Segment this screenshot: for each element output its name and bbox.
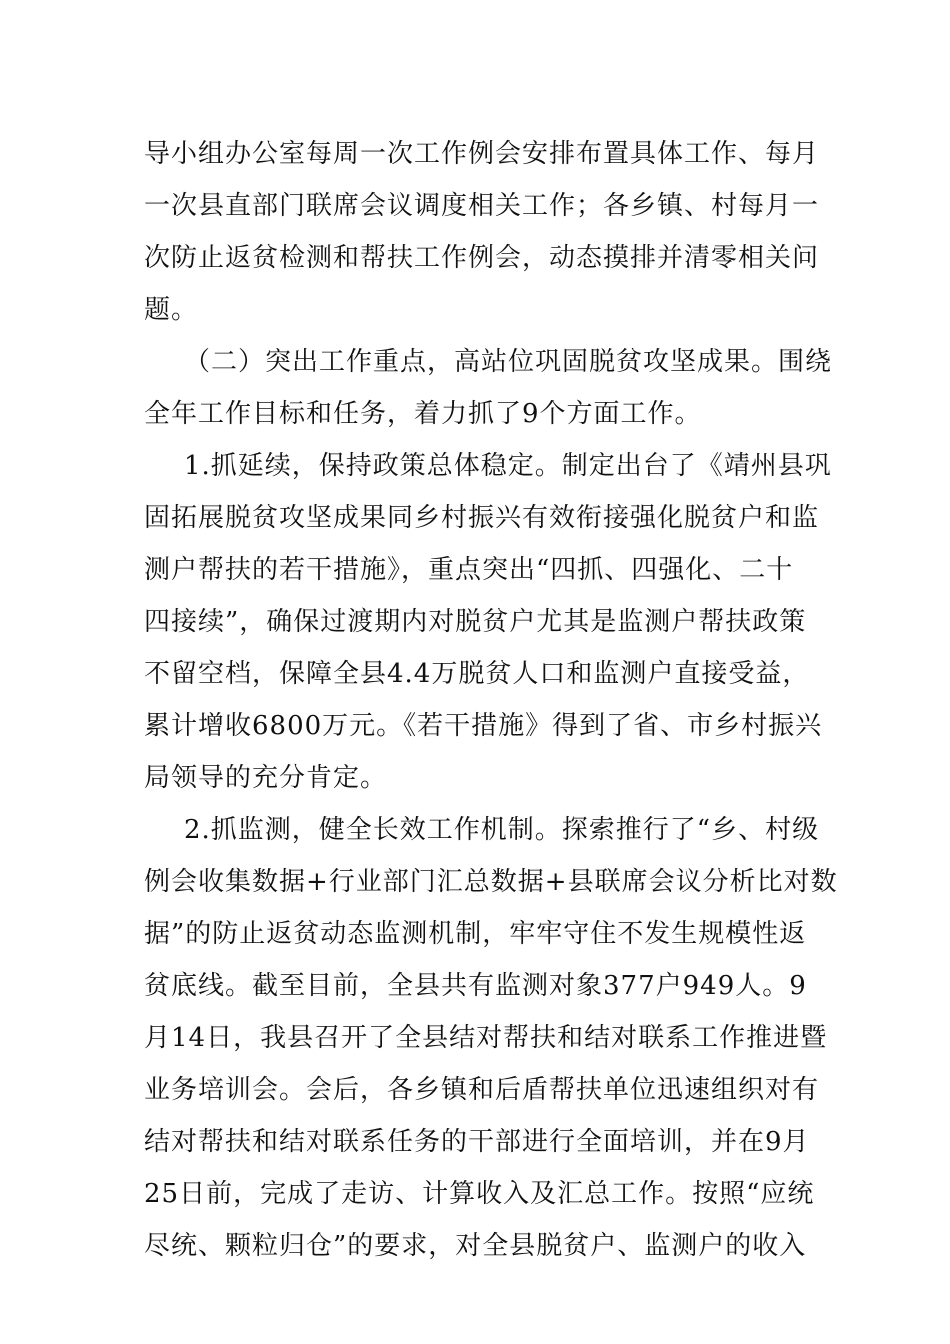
text-line: 据”的防止返贫动态监测机制，牢牢守住不发生规模性返	[144, 919, 807, 949]
text-line: 1.抓延续，保持政策总体稳定。制定出台了《靖州县巩	[184, 451, 832, 481]
text-line: 固拓展脱贫攻坚成果同乡村振兴有效衔接强化脱贫户和监	[144, 503, 820, 533]
text-line: 月14日，我县召开了全县结对帮扶和结对联系工作推进暨	[144, 1023, 828, 1053]
text-line: 四接续”，确保过渡期内对脱贫户尤其是监测户帮扶政策	[144, 607, 807, 637]
text-line: 结对帮扶和结对联系任务的干部进行全面培训，并在9月	[144, 1127, 810, 1157]
text-line: 业务培训会。会后，各乡镇和后盾帮扶单位迅速组织对有	[144, 1075, 820, 1105]
text-line: 全年工作目标和任务，着力抓了9个方面工作。	[144, 399, 702, 429]
text-line: 尽统、颗粒归仓”的要求，对全县脱贫户、监测户的收入	[144, 1231, 807, 1261]
text-line: 题。	[144, 295, 199, 325]
text-line: 导小组办公室每周一次工作例会安排布置具体工作、每月	[144, 139, 820, 169]
text-line: 次防止返贫检测和帮扶工作例会，动态摸排并清零相关问	[144, 243, 820, 273]
text-line: 局领导的充分肯定。	[144, 763, 388, 793]
text-line: 2.抓监测，健全长效工作机制。探索推行了“乡、村级	[184, 815, 820, 845]
text-line: 例会收集数据+行业部门汇总数据+县联席会议分析比对数	[144, 867, 838, 897]
text-line: （二）突出工作重点，高站位巩固脱贫攻坚成果。围绕	[184, 347, 833, 377]
text-line: 测户帮扶的若干措施》，重点突出“四抓、四强化、二十	[144, 555, 794, 585]
text-line: 一次县直部门联席会议调度相关工作；各乡镇、村每月一	[144, 191, 820, 221]
text-line: 不留空档，保障全县4.4万脱贫人口和监测户直接受益，	[144, 659, 810, 689]
text-line: 25日前，完成了走访、计算收入及汇总工作。按照“应统	[144, 1179, 815, 1209]
text-line: 贫底线。截至目前，全县共有监测对象377户949人。9	[144, 971, 807, 1001]
text-line: 累计增收6800万元。《若干措施》得到了省、市乡村振兴	[144, 711, 823, 741]
